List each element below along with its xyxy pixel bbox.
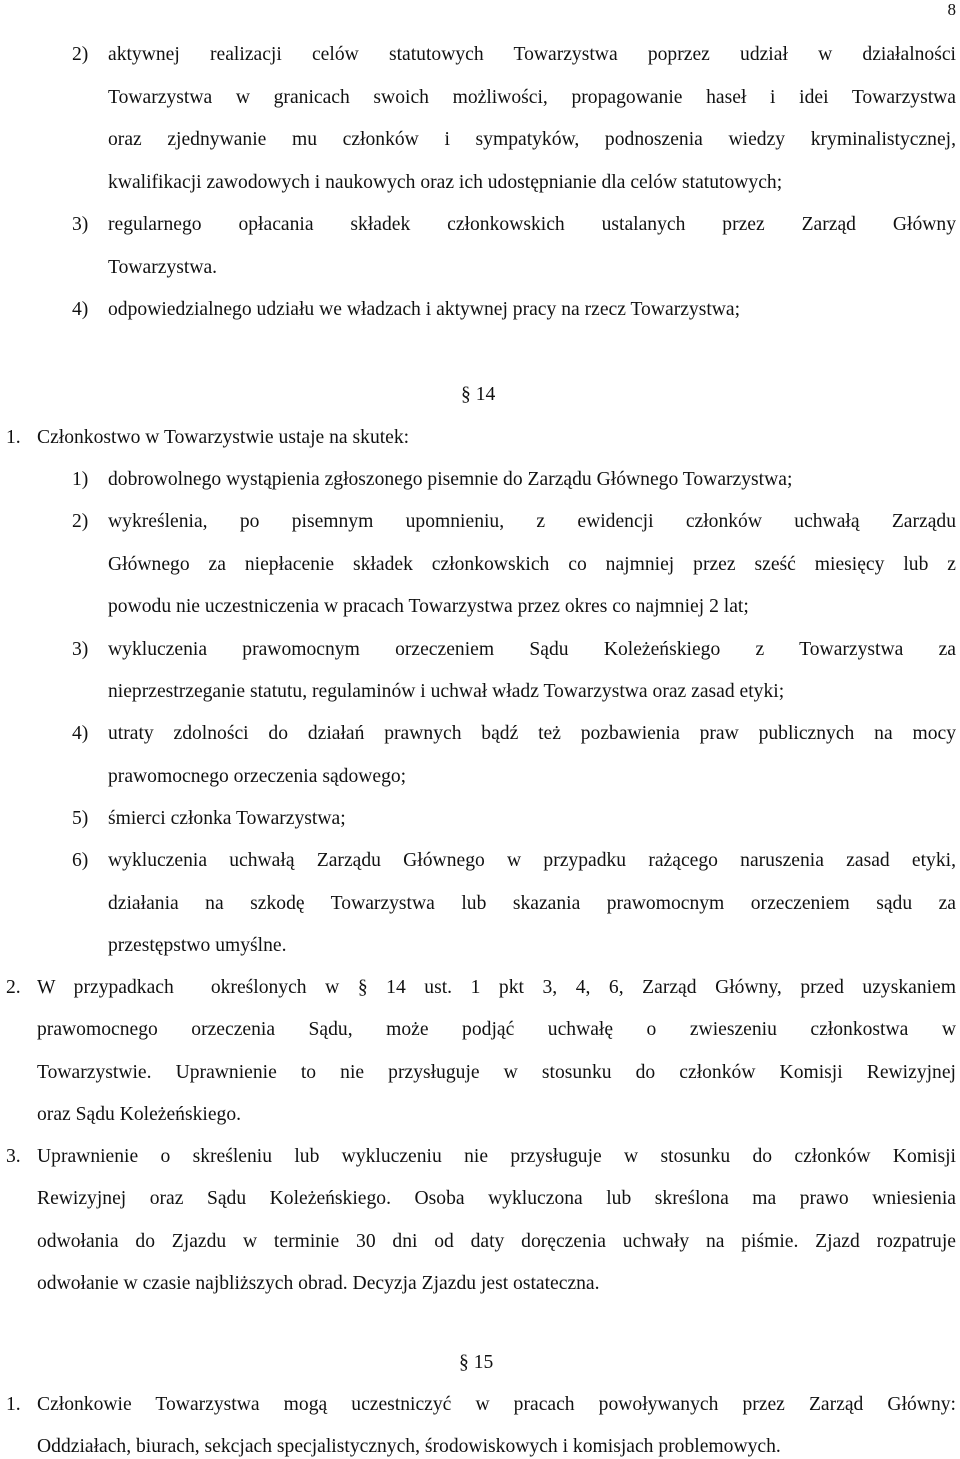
item-number: 4)	[72, 723, 89, 744]
paragraph-number: 3.	[6, 1146, 21, 1167]
item-line: regularnego opłacania składek członkowskich ustalanych przez Zarząd Główny	[108, 214, 956, 235]
item-line: kwalifikacji zawodowych i naukowych oraz ich udostępnianie dla celów statutowych;	[108, 172, 783, 193]
paragraph-line: Uprawnienie o skreśleniu lub wykluczeniu nie przysługuje w stosunku do członków Komisji	[37, 1146, 956, 1167]
item-line: nieprzestrzeganie statutu, regulaminów i uchwał władz Towarzystwa oraz zasad etyki;	[108, 681, 785, 702]
item-line: odpowiedzialnego udziału we władzach i aktywnej pracy na rzecz Towarzystwa;	[108, 299, 741, 320]
paragraph-line: Oddziałach, biurach, sekcjach specjalistycznych, środowiskowych i komisjach problemowych.	[37, 1436, 781, 1457]
item-number: 1)	[72, 469, 89, 490]
paragraph-line: W przypadkach określonych w § 14 ust. 1 pkt 3, 4, 6, Zarząd Główny, przed uzyskaniem	[37, 977, 956, 998]
item-line: Towarzystwa.	[108, 257, 218, 278]
item-number: 6)	[72, 850, 89, 871]
item-number: 3)	[72, 639, 89, 660]
item-line: wykluczenia uchwałą Zarządu Głównego w przypadku rażącego naruszenia zasad etyki,	[108, 850, 956, 871]
item-line: oraz zjednywanie mu członków i sympatyków, podnoszenia wiedzy kryminalistycznej,	[108, 129, 956, 150]
item-number: 2)	[72, 511, 89, 532]
item-number: 2)	[72, 44, 89, 65]
paragraph-text: Członkostwo w Towarzystwie ustaje na skutek:	[37, 427, 410, 448]
item-number: 5)	[72, 808, 89, 829]
item-number: 3)	[72, 214, 89, 235]
item-line: Towarzystwa w granicach swoich możliwości, propagowanie haseł i idei Towarzystwa	[108, 87, 956, 108]
paragraph-line: odwołanie w czasie najbliższych obrad. Decyzja Zjazdu jest ostateczna.	[37, 1273, 600, 1294]
item-line: Głównego za niepłacenie składek członkowskich co najmniej przez sześć miesięcy lub z	[108, 554, 956, 575]
item-line: wykreślenia, po pisemnym upomnieniu, z ewidencji członków uchwałą Zarządu	[108, 511, 956, 532]
paragraph-number: 2.	[6, 977, 21, 998]
paragraph-line: Towarzystwie. Uprawnienie to nie przysługuje w stosunku do członków Komisji Rewizyjnej	[37, 1062, 956, 1083]
item-line: utraty zdolności do działań prawnych bądź też pozbawienia praw publicznych na mocy	[108, 723, 956, 744]
item-number: 4)	[72, 299, 89, 320]
paragraph-number: 1.	[6, 1394, 21, 1415]
item-line: śmierci członka Towarzystwa;	[108, 808, 346, 829]
page-number: 8	[947, 0, 956, 19]
item-line: przestępstwo umyślne.	[108, 935, 287, 956]
paragraph-line: prawomocnego orzeczenia Sądu, może podjąć uchwałę o zwieszeniu członkostwa w	[37, 1019, 956, 1040]
item-line: powodu nie uczestniczenia w pracach Towarzystwa przez okres co najmniej 2 lat;	[108, 596, 749, 617]
paragraph-line: oraz Sądu Koleżeńskiego.	[37, 1104, 242, 1125]
section-heading-14: § 14	[461, 384, 496, 405]
paragraph-line: Rewizyjnej oraz Sądu Koleżeńskiego. Osoba wykluczona lub skreślona ma prawo wniesienia	[37, 1188, 956, 1209]
item-line: aktywnej realizacji celów statutowych Towarzystwa poprzez udział w działalności	[108, 44, 956, 65]
item-line: działania na szkodę Towarzystwa lub skazania prawomocnym orzeczeniem sądu za	[108, 893, 956, 914]
item-line: prawomocnego orzeczenia sądowego;	[108, 766, 407, 787]
paragraph-line: odwołania do Zjazdu w terminie 30 dni od daty doręczenia uchwały na piśmie. Zjazd rozpatruje	[37, 1231, 956, 1252]
item-line: wykluczenia prawomocnym orzeczeniem Sądu Koleżeńskiego z Towarzystwa za	[108, 639, 956, 660]
section-heading-15: § 15	[459, 1352, 494, 1373]
item-line: dobrowolnego wystąpienia zgłoszonego pisemnie do Zarządu Głównego Towarzystwa;	[108, 469, 793, 490]
paragraph-number: 1.	[6, 427, 21, 448]
paragraph-line: Członkowie Towarzystwa mogą uczestniczyć w pracach powoływanych przez Zarząd Główny:	[37, 1394, 956, 1415]
